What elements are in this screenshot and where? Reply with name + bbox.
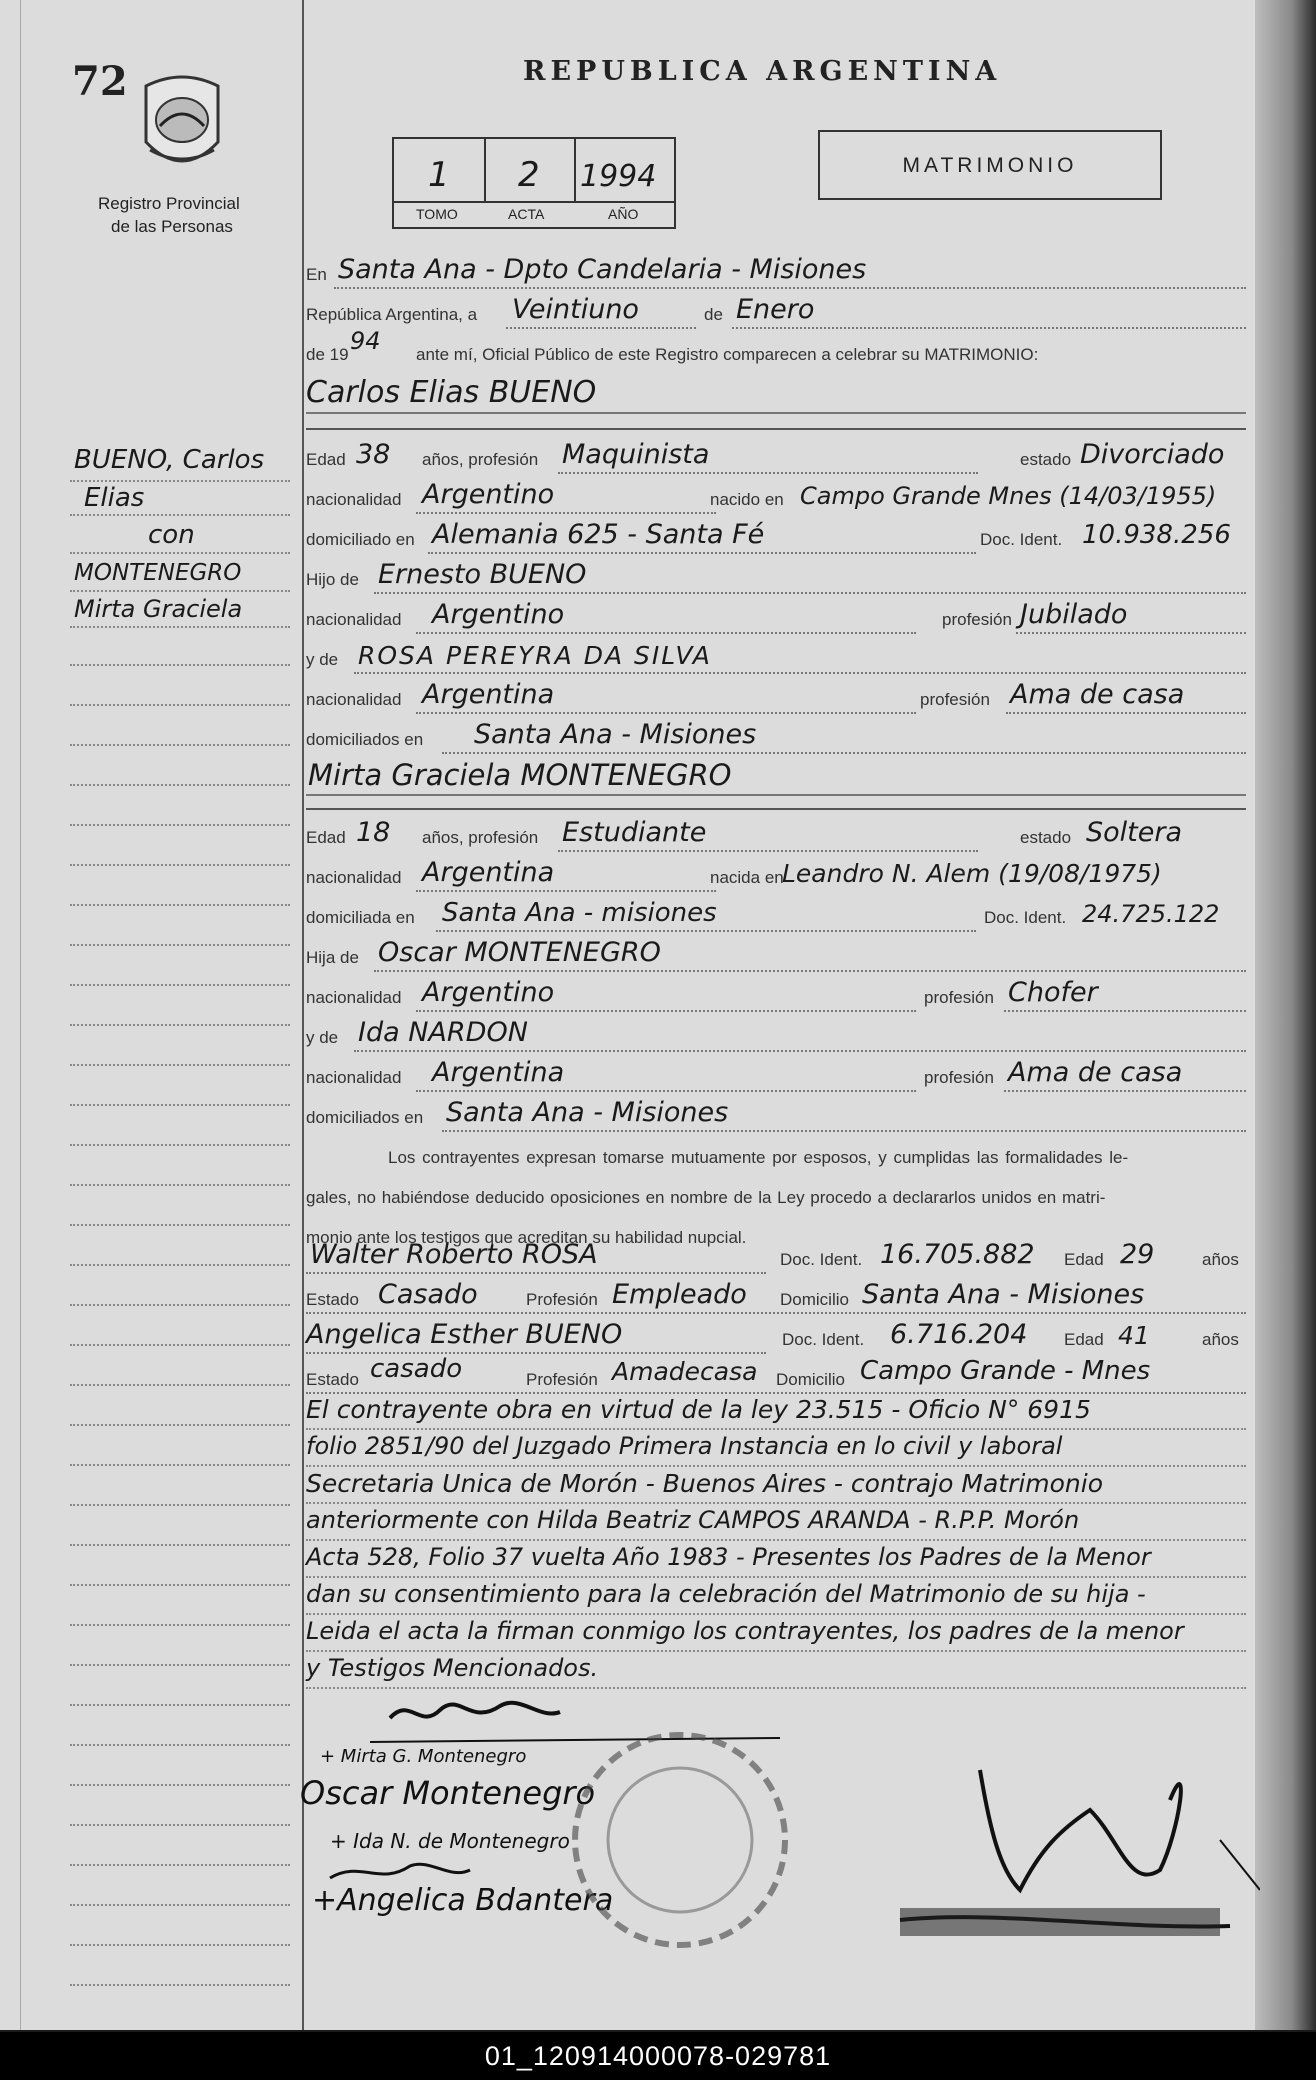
svg-text:+Angelica Bdantera: +Angelica Bdantera (312, 1883, 614, 1918)
label-en: En (306, 265, 327, 284)
document-id-bar: 01_120914000078-029781 (0, 2032, 1316, 2080)
margin-rule (70, 784, 290, 786)
row-groom-mother (306, 640, 1246, 680)
margin-line4: MONTENEGRO (74, 560, 242, 586)
row-groom-age (306, 440, 1246, 480)
page-edge (1255, 0, 1316, 2030)
label-y-de: y de (306, 1028, 339, 1047)
margin-rule (70, 824, 290, 826)
margin-rule (70, 744, 290, 746)
row-bride-nationality (306, 858, 1246, 898)
label-anos-profesion: años, profesión (422, 450, 539, 469)
country-title: REPUBLICA ARGENTINA (523, 56, 1002, 87)
section-rule (306, 428, 1246, 430)
margin-rule (70, 944, 290, 946)
groom-name: Carlos Elias BUENO (306, 375, 597, 410)
svg-text:+ Mirta G. Montenegro: + Mirta G. Montenegro (320, 1746, 527, 1767)
witness2-status: casado (370, 1354, 463, 1384)
margin-line1: BUENO, Carlos (74, 445, 265, 475)
note-line: y Testigos Mencionados. (306, 1654, 599, 1682)
label-y-de: y de (306, 650, 339, 669)
margin-rule (70, 1064, 290, 1066)
bride-father-nationality: Argentino (422, 977, 555, 1008)
label-edad: Edad (1064, 1330, 1104, 1349)
witness1-profession: Empleado (612, 1279, 747, 1310)
anio-label: AÑO (608, 206, 639, 222)
bride-parents-address: Santa Ana - Misiones (446, 1097, 729, 1128)
label-doc-ident: Doc. Ident. (980, 530, 1063, 549)
label-nacido-en: nacido en (710, 490, 784, 509)
row-place (306, 255, 1246, 295)
label-nacionalidad: nacionalidad (306, 1068, 402, 1087)
margin-rule (70, 1824, 290, 1826)
label-de19: de 19 (306, 345, 349, 364)
note-line: Acta 528, Folio 37 vuelta Año 1983 - Presentes los Padres de la Menor (306, 1543, 1151, 1571)
label-nacida-en: nacida en (710, 868, 784, 887)
groom-father: Ernesto BUENO (378, 559, 587, 590)
margin-rule (70, 626, 290, 628)
row-bride-name (306, 758, 1246, 802)
label-domiciliados-en: domiciliados en (306, 730, 424, 749)
bride-age: 18 (356, 817, 391, 848)
margin-rule (70, 984, 290, 986)
bride-address: Santa Ana - misiones (442, 898, 717, 928)
groom-father-nationality: Argentino (432, 599, 565, 630)
declaration-line1: Los contrayentes expresan tomarse mutuamente por esposos, y cumplidas las formalidades le- (388, 1148, 1129, 1167)
row-bride-father-nat (306, 978, 1246, 1018)
margin-rule (70, 1424, 290, 1426)
label-edad: Edad (306, 828, 346, 847)
row-bride-mother-nat (306, 1058, 1246, 1098)
bride-birthplace: Leandro N. Alem (19/08/1975) (782, 859, 1162, 888)
witness2-doc: 6.716.204 (890, 1319, 1028, 1350)
row-groom-parents-address (306, 720, 1246, 760)
bride-status: Soltera (1086, 817, 1183, 848)
margin-rule (70, 1944, 290, 1946)
label-anos-profesion: años, profesión (422, 828, 539, 847)
signatures-block (300, 1690, 1260, 2030)
label-profesion: Profesión (526, 1370, 598, 1389)
row-groom-mother-nat (306, 680, 1246, 720)
label-estado: estado (1020, 450, 1072, 469)
label-nacionalidad: nacionalidad (306, 490, 402, 509)
margin-rule (70, 1544, 290, 1546)
groom-father-profession: Jubilado (1020, 599, 1128, 630)
label-domiciliado-en: domiciliado en (306, 530, 415, 549)
declaration-line3: monio ante los testigos que acreditan su habilidad nupcial. (306, 1228, 747, 1247)
groom-birthplace: Campo Grande Mnes (14/03/1955) (800, 482, 1217, 510)
note-rule (306, 1502, 1246, 1504)
note-line: dan su consentimiento para la celebración del Matrimonio de su hija - (306, 1580, 1146, 1608)
margin-line5: Mirta Graciela (74, 595, 243, 623)
bride-father: Oscar MONTENEGRO (378, 937, 661, 968)
label-estado: Estado (306, 1290, 359, 1309)
margin-rule (70, 1704, 290, 1706)
row-groom-father (306, 560, 1246, 600)
margin-line2: Elias (84, 483, 145, 513)
row-year (306, 327, 1246, 375)
groom-profession: Maquinista (562, 439, 710, 470)
label-profesion: profesión (942, 610, 1012, 629)
label-nacionalidad: nacionalidad (306, 988, 402, 1007)
margin-rule (70, 1144, 290, 1146)
witness1-age: 29 (1120, 1239, 1155, 1270)
row-witness1 (306, 1240, 1246, 1280)
margin-rule (70, 1984, 290, 1986)
label-nacionalidad: nacionalidad (306, 868, 402, 887)
note-rule (306, 1465, 1246, 1467)
label-republica: República Argentina, a (306, 305, 478, 324)
day-value: Veintiuno (512, 294, 639, 325)
tomo-label: TOMO (416, 206, 458, 222)
row-groom-nationality (306, 480, 1246, 520)
margin-rule (70, 1224, 290, 1226)
witness1-status: Casado (378, 1279, 478, 1310)
witness2-name: Angelica Esther BUENO (306, 1319, 623, 1350)
label-anos: años (1202, 1330, 1239, 1349)
note-line: Secretaria Unica de Morón - Buenos Aires - contrajo Matrimonio (306, 1469, 1104, 1498)
witness1-name: Walter Roberto ROSA (310, 1239, 598, 1270)
margin-rule (70, 1384, 290, 1386)
act-number-box (392, 137, 676, 229)
row-witness2-details (306, 1354, 1246, 1400)
left-border (20, 0, 21, 2030)
bride-mother-profession: Ama de casa (1008, 1057, 1183, 1088)
note-rule (306, 1576, 1246, 1578)
month-value: Enero (736, 294, 815, 325)
label-doc-ident: Doc. Ident. (780, 1250, 863, 1269)
acta-label: ACTA (508, 206, 545, 222)
margin-rule (70, 1624, 290, 1626)
bride-nationality: Argentina (422, 857, 555, 888)
witness2-age: 41 (1118, 1321, 1150, 1350)
margin-rule (70, 1184, 290, 1186)
label-domicilio: Domicilio (776, 1370, 845, 1389)
margin-line3: con (148, 520, 195, 550)
groom-mother-nationality: Argentina (422, 679, 555, 710)
label-doc-ident: Doc. Ident. (782, 1330, 865, 1349)
margin-rule (70, 1024, 290, 1026)
label-nacionalidad: nacionalidad (306, 610, 402, 629)
groom-mother: ROSA PEREYRA DA SILVA (358, 641, 712, 670)
margin-rule (70, 1664, 290, 1666)
label-de: de (704, 305, 723, 324)
row-bride-father (306, 938, 1246, 978)
year-value: 94 (350, 327, 381, 355)
registry-name-line1: Registro Provincial (98, 194, 240, 213)
note-rule (306, 1613, 1246, 1615)
margin-rule (70, 1104, 290, 1106)
margin-rule (70, 480, 290, 482)
witness2-profession: Amadecasa (612, 1357, 758, 1386)
coat-of-arms-icon (136, 72, 228, 178)
label-hijo-de: Hijo de (306, 570, 359, 589)
groom-doc: 10.938.256 (1082, 520, 1231, 550)
label-hija-de: Hija de (306, 948, 359, 967)
label-profesion: profesión (920, 690, 990, 709)
label-estado: estado (1020, 828, 1072, 847)
section-rule (306, 808, 1246, 810)
groom-address: Alemania 625 - Santa Fé (432, 519, 765, 550)
label-profesion: profesión (924, 988, 994, 1007)
row-groom-address (306, 520, 1246, 560)
tomo-value: 1 (428, 155, 450, 195)
groom-mother-profession: Ama de casa (1010, 679, 1185, 710)
acta-value: 2 (518, 155, 540, 195)
note-rule (306, 1650, 1246, 1652)
note-rule (306, 1539, 1246, 1541)
label-profesion: profesión (924, 1068, 994, 1087)
margin-rule (70, 664, 290, 666)
margin-rule (70, 1584, 290, 1586)
note-line: Leida el acta la firman conmigo los contrayentes, los padres de la menor (306, 1617, 1184, 1645)
declaration-line2: gales, no habiéndose deducido oposiciones en nombre de la Ley procedo a declararlos unidos en matri- (306, 1188, 1106, 1207)
label-anos: años (1202, 1250, 1239, 1269)
anio-value: 1994 (580, 159, 657, 194)
label-nacionalidad: nacionalidad (306, 690, 402, 709)
act-type-box (818, 130, 1162, 200)
bride-name: Mirta Graciela MONTENEGRO (308, 758, 732, 792)
groom-nationality: Argentino (422, 479, 555, 510)
witness2-address: Campo Grande - Mnes (860, 1356, 1151, 1386)
label-doc-ident: Doc. Ident. (984, 908, 1067, 927)
margin-rule (70, 1464, 290, 1466)
row-bride-parents-address (306, 1098, 1246, 1138)
bride-mother: Ida NARDON (358, 1017, 528, 1048)
bride-father-profession: Chofer (1008, 977, 1098, 1008)
note-rule (306, 1687, 1246, 1689)
label-ante: ante mí, Oficial Público de este Registro comparecen a celebrar su MATRIMONIO: (416, 345, 1039, 364)
margin-rule (70, 904, 290, 906)
row-witness1-details (306, 1280, 1246, 1320)
label-estado: Estado (306, 1370, 359, 1389)
label-domiciliados-en: domiciliados en (306, 1108, 424, 1127)
label-edad: Edad (1064, 1250, 1104, 1269)
margin-rule (70, 1864, 290, 1866)
witness1-doc: 16.705.882 (880, 1239, 1035, 1270)
bride-profession: Estudiante (562, 817, 707, 848)
row-bride-age (306, 818, 1246, 858)
groom-age: 38 (356, 439, 391, 470)
bride-mother-nationality: Argentina (432, 1057, 565, 1088)
margin-rule (70, 1344, 290, 1346)
note-line: El contrayente obra en virtud de la ley 23.515 - Oficio N° 6915 (306, 1395, 1091, 1424)
margin-rule (70, 514, 290, 516)
margin-rule (70, 704, 290, 706)
row-bride-address (306, 898, 1246, 938)
groom-parents-address: Santa Ana - Misiones (474, 719, 757, 750)
margin-rule (70, 1504, 290, 1506)
svg-text:+ Ida N. de Montenegro: + Ida N. de Montenegro (330, 1829, 570, 1853)
margin-rule (70, 1304, 290, 1306)
row-bride-mother (306, 1018, 1246, 1058)
label-domicilio: Domicilio (780, 1290, 849, 1309)
registry-name-line2: de las Personas (111, 217, 233, 236)
groom-status: Divorciado (1080, 439, 1225, 470)
row-date (306, 295, 1246, 335)
margin-rule (70, 1264, 290, 1266)
page-number: 72 (72, 58, 128, 105)
place-value: Santa Ana - Dpto Candelaria - Misiones (338, 254, 867, 285)
note-line: folio 2851/90 del Juzgado Primera Instancia en lo civil y laboral (306, 1432, 1063, 1460)
margin-rule (70, 1744, 290, 1746)
label-profesion: Profesión (526, 1290, 598, 1309)
margin-rule (70, 864, 290, 866)
margin-rule (70, 1904, 290, 1906)
note-line: anteriormente con Hilda Beatriz CAMPOS ARANDA - R.P.P. Morón (306, 1506, 1080, 1534)
note-rule (306, 1428, 1246, 1430)
bride-doc: 24.725.122 (1082, 900, 1220, 928)
act-type: MATRIMONIO (902, 154, 1078, 177)
row-groom-father-nat (306, 600, 1246, 640)
margin-rule (70, 590, 290, 592)
label-domiciliada-en: domiciliada en (306, 908, 415, 927)
row-groom-name (306, 375, 1246, 420)
witness1-address: Santa Ana - Misiones (862, 1279, 1145, 1310)
svg-text:Oscar Montenegro: Oscar Montenegro (300, 1774, 596, 1812)
margin-rule (70, 552, 290, 554)
label-edad: Edad (306, 450, 346, 469)
margin-rule (70, 1784, 290, 1786)
